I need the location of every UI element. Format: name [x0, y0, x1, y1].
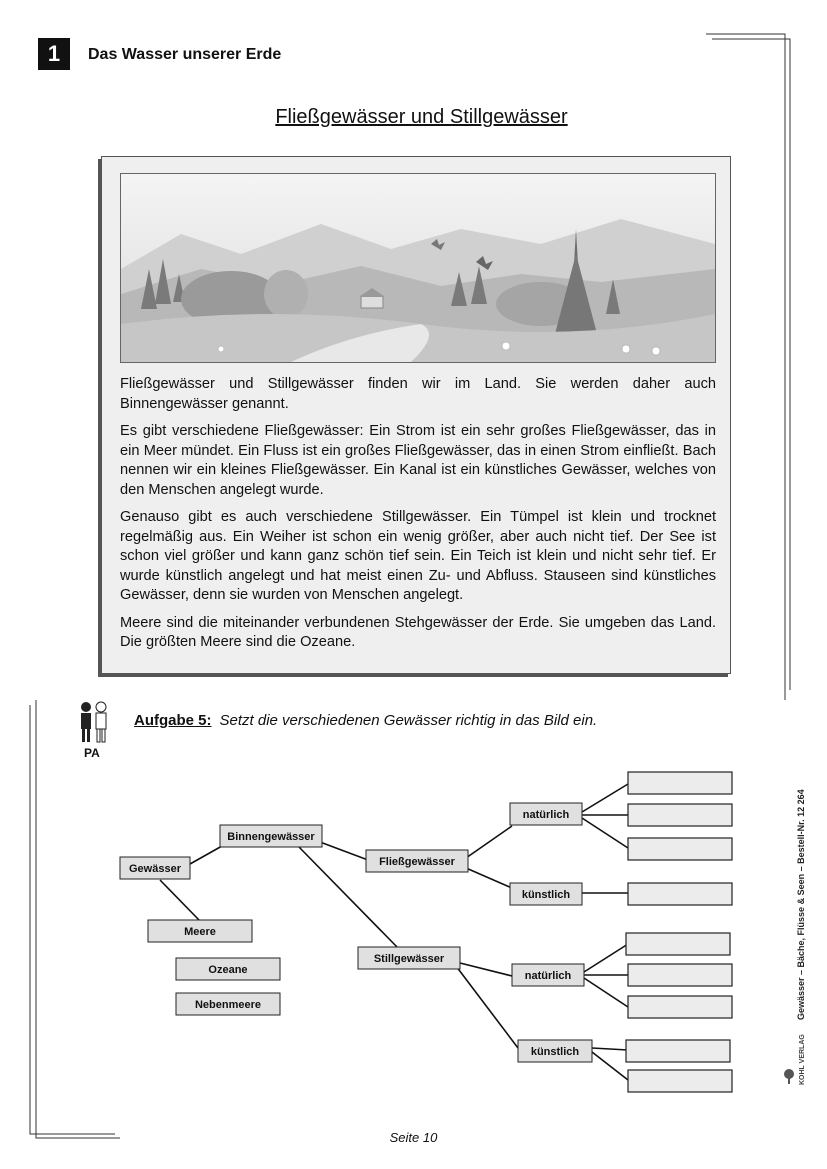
chapter-number: 1: [38, 38, 70, 70]
publisher-tree-icon: [784, 1069, 794, 1084]
svg-text:Ozeane: Ozeane: [208, 964, 248, 976]
sidebar-series-text: Gewässer – Bäche, Flüsse & Seen – Bestell-Nr. 12 264: [796, 789, 806, 1020]
answer-box[interactable]: [626, 1040, 730, 1062]
svg-text:Fließgewässer: Fließgewässer: [379, 856, 455, 868]
node-meere: [148, 920, 252, 942]
svg-text:Gewässer: Gewässer: [129, 863, 181, 875]
svg-text:Nebenmeere: Nebenmeere: [194, 999, 262, 1011]
info-paragraph: Genauso gibt es auch verschiedene Stillgewässer. Ein Tümpel ist klein und trocknet regelmäßig aus. Ein Weiher ist schon ein wenig größer, aber auch nicht tief. Der See ist schon viel größer und kann ganz schön tief sein. Ein Teich ist klein und nicht sehr tief. Er wurde künstlich angelegt und hat meist einen Zu- und Abfluss. Stauseen sind künstliches Gewässer, denn sie wurden von Menschen angelegt.: [120, 509, 716, 603]
node-binnengewaesser: [220, 825, 322, 847]
water-diagram: [0, 760, 827, 1100]
pair-work-icon: [76, 700, 112, 746]
svg-text:natürlich: natürlich: [524, 970, 572, 982]
svg-text:natürlich: natürlich: [522, 809, 570, 821]
answer-box[interactable]: [628, 996, 732, 1018]
svg-text:künstlich: künstlich: [530, 1046, 580, 1058]
chapter-title: Das Wasser unserer Erde: [88, 46, 282, 63]
info-text: [120, 375, 716, 661]
node-still-kuenstlich: [518, 1040, 592, 1062]
info-paragraph: Meere sind die miteinander verbundenen Stehgewässer der Erde. Sie umgeben das Land. Die größten Meere sind die Ozeane.: [120, 614, 716, 650]
info-box: [101, 156, 731, 674]
answer-box[interactable]: [626, 933, 730, 955]
node-gewaesser: [120, 857, 190, 879]
publisher-logo-text: KOHL VERLAG: [799, 1034, 806, 1085]
svg-text:künstlich: künstlich: [521, 889, 571, 901]
landscape-illustration: [120, 173, 716, 363]
info-paragraph: Es gibt verschiedene Fließgewässer: Ein Strom ist ein sehr großes Fließgewässer, das in ein Meer mündet. Ein Fluss ist ein großes Fließgewässer, das in einen Strom einfließt. Bach nennen wir ein kleines Fließgewässer. Ein Kanal ist ein künstliches Gewässer, welches von den Menschen angelegt wurde.: [120, 423, 716, 498]
node-fliess-natuerlich: [510, 803, 582, 825]
answer-box[interactable]: [628, 1070, 732, 1092]
pair-work-label: PA: [84, 746, 100, 760]
task-heading: Aufgabe 5: Setzt die verschiedenen Gewässer richtig in das Bild ein.: [134, 712, 598, 729]
answer-box[interactable]: [628, 838, 732, 860]
answer-box[interactable]: [628, 804, 732, 826]
info-paragraph: Fließgewässer und Stillgewässer finden wir im Land. Sie werden daher auch Binnengewässer genannt.: [120, 376, 716, 412]
node-fliessgewaesser: [366, 850, 468, 872]
sidebar: [780, 740, 820, 1100]
answer-box[interactable]: [628, 772, 732, 794]
task-instruction: Setzt die verschiedenen Gewässer richtig in das Bild ein.: [219, 712, 598, 729]
svg-text:Stillgewässer: Stillgewässer: [373, 953, 445, 965]
node-ozeane: [176, 958, 280, 980]
answer-box[interactable]: [628, 964, 732, 986]
page-number: Seite 10: [389, 1130, 438, 1145]
node-nebenmeere: [176, 993, 280, 1015]
answer-box[interactable]: [628, 883, 732, 905]
node-still-natuerlich: [512, 964, 584, 986]
node-fliess-kuenstlich: [510, 883, 582, 905]
node-stillgewaesser: [358, 947, 460, 969]
svg-text:Binnengewässer: Binnengewässer: [227, 831, 315, 843]
task-number: Aufgabe 5: [134, 712, 207, 729]
page-title: Fließgewässer und Stillgewässer: [275, 106, 568, 128]
svg-text:Meere: Meere: [184, 926, 216, 938]
